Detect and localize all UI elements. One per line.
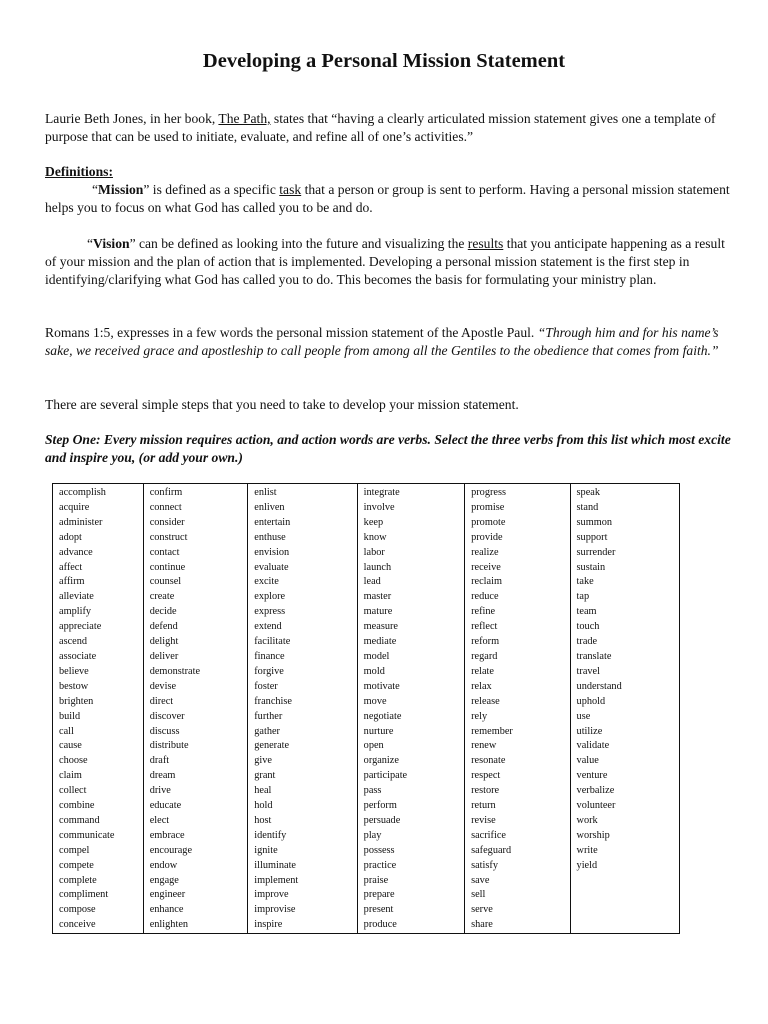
verb-item: progress [471, 487, 506, 498]
verb-column-6 [570, 484, 679, 934]
verb-item: present [363, 904, 394, 916]
verb-item: practice [363, 859, 397, 871]
verb-item: distribute [149, 740, 189, 752]
verb-item: confirm [149, 487, 183, 498]
verb-item: mold [363, 665, 385, 677]
verb-item: pass [363, 785, 382, 797]
verb-item: travel [576, 665, 600, 677]
verb-item: decide [149, 606, 177, 618]
verb-item: build [59, 710, 81, 722]
verb-item: grant [254, 770, 276, 782]
verb-item: improve [254, 889, 289, 901]
verb-item: complete [59, 874, 97, 886]
verb-column-4 [357, 484, 464, 934]
verb-item: drive [149, 785, 171, 797]
verb-item: affect [59, 561, 83, 573]
verb-item: implement [254, 874, 299, 886]
verb-item: connect [149, 501, 182, 513]
verb-item: command [59, 814, 100, 826]
verb-item: delight [149, 636, 179, 648]
verb-item: consider [149, 516, 185, 528]
verb-column-3 [248, 484, 357, 934]
verb-item: affirm [59, 576, 85, 588]
verb-item: negotiate [363, 710, 402, 722]
verb-item: franchise [254, 695, 292, 707]
verb-item: conceive [59, 919, 96, 931]
verb-item: summon [576, 516, 613, 528]
verb-item: reclaim [471, 576, 502, 588]
verb-item: create [149, 591, 175, 603]
verb-item: educate [149, 800, 182, 812]
verb-item: reduce [471, 591, 499, 603]
verb-item: mediate [363, 636, 397, 648]
verb-item: elect [149, 814, 170, 826]
verb-item: safeguard [471, 844, 512, 856]
vision-key-word: results [467, 236, 504, 251]
verb-item: worship [576, 829, 610, 841]
verb-item: reform [471, 636, 500, 648]
verb-item: compliment [59, 889, 109, 901]
verb-item: translate [576, 650, 612, 662]
verb-item: enliven [254, 501, 285, 513]
verb-item: validate [576, 740, 610, 752]
verb-item: counsel [149, 576, 182, 588]
verb-item: compete [59, 859, 94, 871]
mission-definition [45, 181, 735, 217]
verb-item: trade [576, 636, 598, 648]
verb-item: identify [254, 829, 287, 841]
verb-item: receive [471, 561, 501, 573]
verb-item: revise [471, 814, 496, 826]
verb-item: continue [149, 561, 186, 573]
verb-item: forgive [254, 665, 284, 677]
verb-item: use [576, 710, 591, 722]
verb-item: provide [471, 531, 503, 543]
verb-item: evaluate [254, 561, 289, 573]
step-one-instructions: Step One: Every mission requires action, and action words are verbs. Select the three verbs from this list which most excite and inspire you, (or add your own.) [45, 432, 731, 465]
verb-item: master [363, 591, 392, 603]
verb-item: heal [254, 785, 272, 797]
page-title: Developing a Personal Mission Statement [202, 50, 566, 72]
verb-item: bestow [59, 680, 89, 692]
verb-item: venture [576, 770, 608, 782]
verb-item: deliver [149, 650, 179, 662]
verb-item: cause [59, 740, 82, 752]
verb-item: return [471, 800, 496, 812]
verb-item: stand [576, 501, 599, 513]
verb-item: engage [149, 874, 179, 886]
verb-column-1 [53, 484, 144, 934]
verb-list-table [52, 483, 680, 934]
romans-paragraph [45, 324, 735, 360]
verb-item: claim [59, 770, 82, 782]
verb-item: inspire [254, 919, 283, 931]
verb-item: motivate [363, 680, 400, 692]
verb-item: facilitate [254, 636, 291, 648]
verb-item: surrender [576, 546, 616, 558]
definitions-heading: Definitions: [45, 164, 113, 179]
verb-item: volunteer [576, 800, 616, 812]
verb-item: discover [149, 710, 185, 722]
verb-table-row [53, 484, 680, 934]
vision-text-rest: that you anticipate happening as a result of your mission and the plan of action that is implemented. Developing a personal mission statement is the first step in identifying/clarifying what God has called you to do. This becomes the basis for formulating your ministry plan. [45, 236, 725, 287]
mission-text-rest: that a person or group is sent to perform. Having a personal mission statement helps you to focus on what God has called you to be and do. [45, 182, 730, 215]
verb-item: resonate [471, 755, 506, 767]
mission-open-quote: “ [92, 182, 99, 197]
verb-item: endow [149, 859, 178, 871]
verb-item: advance [59, 546, 93, 558]
verb-item: ascend [59, 636, 88, 648]
verb-item: measure [363, 621, 398, 633]
verb-item: associate [59, 650, 97, 662]
verb-item: lead [363, 576, 381, 588]
vision-open-quote: “ [87, 236, 94, 251]
romans-text: Romans 1:5, expresses in a few words the personal mission statement of the Apostle Paul. [45, 325, 538, 340]
verb-item: sustain [576, 561, 606, 573]
verb-item: prepare [363, 889, 395, 901]
verb-item: verbalize [576, 785, 615, 797]
verb-item: open [363, 740, 384, 752]
verb-item: satisfy [471, 859, 498, 871]
verb-item: acquire [59, 501, 90, 513]
verb-item: mature [363, 606, 393, 618]
verb-item: support [576, 531, 608, 543]
vision-term: Vision [93, 236, 130, 251]
verb-item: work [576, 814, 598, 826]
verb-item: discuss [149, 725, 180, 737]
verb-item: dream [149, 770, 176, 782]
verb-item: finance [254, 650, 285, 662]
verb-item: regard [471, 650, 498, 662]
verb-item: adopt [59, 531, 82, 543]
verb-item: produce [363, 919, 397, 931]
verb-item: share [471, 919, 493, 931]
verb-item: organize [363, 755, 399, 767]
verb-item: devise [149, 680, 177, 692]
verb-item: contact [149, 546, 180, 558]
verb-item: compose [59, 904, 96, 916]
verb-item: yield [576, 859, 598, 871]
verb-item: speak [576, 487, 600, 498]
verb-item: appreciate [59, 621, 102, 633]
verb-item: illuminate [254, 859, 297, 871]
verb-item: direct [149, 695, 174, 707]
verb-item: brighten [59, 695, 94, 707]
verb-item: know [363, 531, 387, 543]
verb-item: refine [471, 606, 496, 618]
verb-item: relax [471, 680, 492, 692]
verb-item: further [254, 710, 283, 722]
verb-item: launch [363, 561, 392, 573]
verb-item: save [471, 874, 490, 886]
verb-item: serve [471, 904, 493, 916]
verb-item: play [363, 829, 382, 841]
verb-item: envision [254, 546, 290, 558]
verb-item: reflect [471, 621, 498, 633]
verb-item: enthuse [254, 531, 286, 543]
verb-item: respect [471, 770, 501, 782]
book-title: The Path, [218, 111, 271, 126]
verb-item: tap [576, 591, 590, 603]
verb-item: collect [59, 785, 87, 797]
mission-text-mid: ” is defined as a specific [143, 182, 280, 197]
verb-item: uphold [576, 695, 606, 707]
verb-item: defend [149, 621, 178, 633]
verb-item: encourage [149, 844, 193, 856]
verb-item: embrace [149, 829, 185, 841]
verb-item: touch [576, 621, 600, 633]
intro-text-start: Laurie Beth Jones, in her book, [45, 111, 219, 126]
verb-item: possess [363, 844, 395, 856]
verb-item: write [576, 844, 598, 856]
verb-item: praise [363, 874, 389, 886]
verb-item: improvise [254, 904, 296, 916]
verb-item: utilize [576, 725, 603, 737]
verb-item: believe [59, 665, 89, 677]
verb-item: promise [471, 501, 505, 513]
verb-item: value [576, 755, 599, 767]
mission-term: Mission [98, 182, 144, 197]
verb-item: enlighten [149, 919, 189, 931]
verb-item: combine [59, 800, 95, 812]
verb-item: enhance [149, 904, 184, 916]
verb-item: amplify [59, 606, 92, 618]
intro-paragraph [45, 110, 735, 146]
mission-key-word: task [279, 182, 302, 197]
verb-item: move [363, 695, 387, 707]
verb-item: realize [471, 546, 499, 558]
verb-item: construct [149, 531, 188, 543]
verb-item: perform [363, 800, 397, 812]
verb-item: persuade [363, 814, 401, 826]
verb-item: labor [363, 546, 385, 558]
verb-item: communicate [59, 829, 115, 841]
verb-item: relate [471, 665, 494, 677]
verb-item: ignite [254, 844, 278, 856]
romans-quote: “Through him and for his name’s sake, we received grace and apostleship to call people from among all the Gentiles to the obedience that comes from faith.” [45, 325, 719, 358]
vision-definition [45, 235, 735, 288]
verb-item: nurture [363, 725, 394, 737]
verb-item: express [254, 606, 286, 618]
verb-item: accomplish [59, 487, 106, 498]
verb-item: draft [149, 755, 170, 767]
verb-item: remember [471, 725, 513, 737]
verb-item: entertain [254, 516, 291, 528]
verb-item: generate [254, 740, 290, 752]
verb-item: demonstrate [149, 665, 201, 677]
verb-item: renew [471, 740, 497, 752]
verb-item: foster [254, 680, 278, 692]
verb-item: release [471, 695, 500, 707]
verb-item: sell [471, 889, 486, 901]
verb-item: model [363, 650, 390, 662]
verb-item: keep [363, 516, 384, 528]
verb-item: alleviate [59, 591, 94, 603]
vision-text-mid: ” can be defined as looking into the future and visualizing the [129, 236, 468, 251]
verb-item: hold [254, 800, 273, 812]
verb-item: engineer [149, 889, 186, 901]
verb-item: excite [254, 576, 279, 588]
verb-item: sacrifice [471, 829, 506, 841]
verb-item: give [254, 755, 272, 767]
verb-item: understand [576, 680, 622, 692]
verb-item: involve [363, 501, 395, 513]
intro-text-end: states that “having a clearly articulated mission statement gives one a template of purpose that can be used to initiate, evaluate, and refine all of one’s activities.” [45, 111, 716, 144]
verb-item: explore [254, 591, 286, 603]
verb-item: gather [254, 725, 280, 737]
verb-column-5 [465, 484, 570, 934]
verb-item: extend [254, 621, 282, 633]
verb-item: call [59, 725, 74, 737]
verb-item: enlist [254, 487, 277, 498]
verb-item: administer [59, 516, 103, 528]
verb-item: restore [471, 785, 500, 797]
verb-column-2 [143, 484, 248, 934]
steps-intro: There are several simple steps that you need to take to develop your mission statement. [45, 397, 519, 412]
verb-item: rely [471, 710, 488, 722]
verb-item: team [576, 606, 597, 618]
verb-item: integrate [363, 487, 400, 498]
verb-item: promote [471, 516, 506, 528]
verb-item: compel [59, 844, 90, 856]
verb-item: choose [59, 755, 88, 767]
verb-item: participate [363, 770, 408, 782]
verb-item: host [254, 814, 272, 826]
verb-item: take [576, 576, 594, 588]
